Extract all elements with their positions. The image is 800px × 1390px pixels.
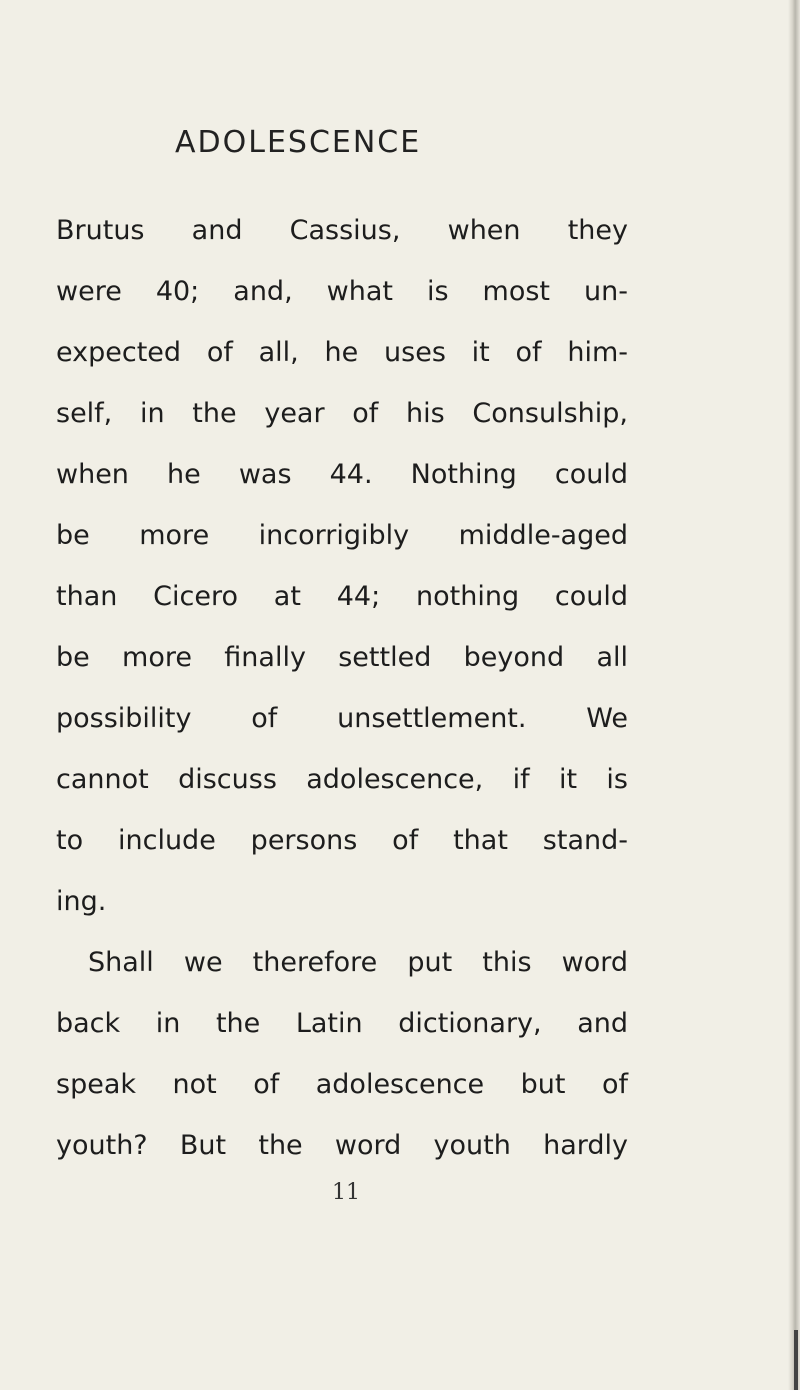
running-head: ADOLESCENCE xyxy=(175,125,422,160)
text-line: be more incorrigibly middle-aged xyxy=(56,520,628,551)
text-line: back in the Latin dictionary, and xyxy=(56,1008,628,1039)
text-line: possibility of unsettlement. We xyxy=(56,703,628,734)
text-line: than Cicero at 44; nothing could xyxy=(56,581,628,612)
text-line: ing. xyxy=(56,886,107,917)
body-text xyxy=(56,207,628,1183)
text-line: Brutus and Cassius, when they xyxy=(56,215,628,246)
page-number: 11 xyxy=(332,1180,360,1205)
text-line: Shall we therefore put this word xyxy=(88,947,628,978)
text-line: self, in the year of his Consulship, xyxy=(56,398,628,429)
text-line: youth? But the word youth hardly xyxy=(56,1130,628,1161)
text-line: cannot discuss adolescence, if it is xyxy=(56,764,628,795)
text-line: expected of all, he uses it of him- xyxy=(56,337,628,368)
text-line: be more finally settled beyond all xyxy=(56,642,628,673)
text-line: when he was 44. Nothing could xyxy=(56,459,628,490)
page-edge xyxy=(788,0,800,1390)
text-line: speak not of adolescence but of xyxy=(56,1069,628,1100)
text-line: to include persons of that stand- xyxy=(56,825,628,856)
text-line: were 40; and, what is most un- xyxy=(56,276,628,307)
binding-shadow xyxy=(794,1330,798,1390)
